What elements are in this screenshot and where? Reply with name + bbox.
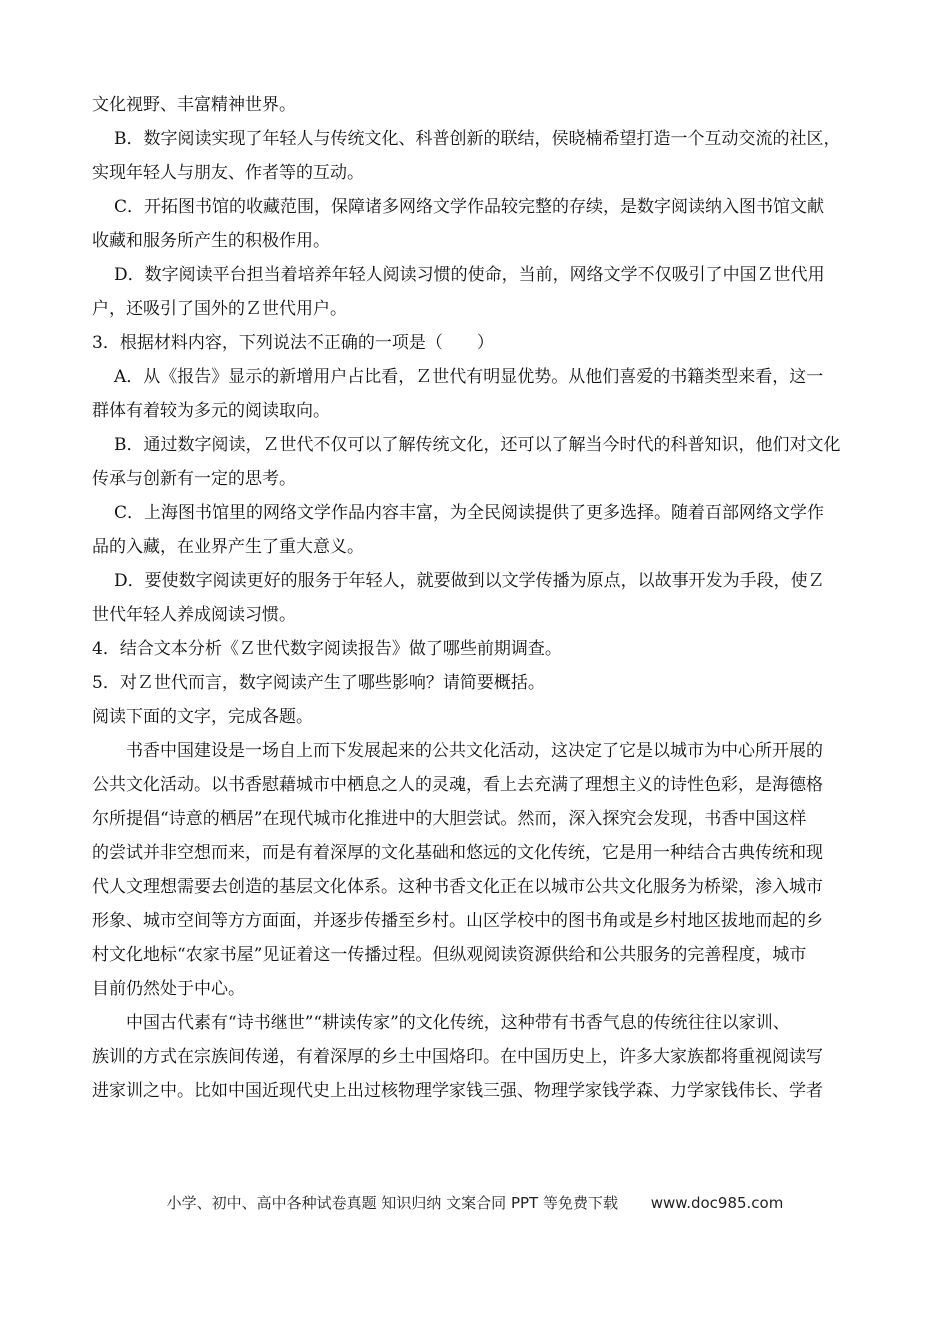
footer-site-link[interactable]: www.doc985.com xyxy=(650,1194,784,1212)
text-line: 的尝试并非空想而来，而是有着深厚的文化基础和悠远的文化传统，它是用一种结合古典传统和现 xyxy=(92,843,823,863)
reading-instruction: 阅读下面的文字，完成各题。 xyxy=(92,707,313,727)
option-b-line: B．通过数字阅读，Ｚ世代不仅可以了解传统文化，还可以了解当今时代的科普知识，他们对文化 xyxy=(114,435,841,455)
text-line: 实现年轻人与朋友、作者等的互动。 xyxy=(92,163,364,183)
text-line: 族训的方式在宗族间传递，有着深厚的乡土中国烙印。在中国历史上，许多大家族都将重视阅读写 xyxy=(92,1047,823,1067)
option-b-line: B．数字阅读实现了年轻人与传统文化、科普创新的联结，侯晓楠希望打造一个互动交流的社区， xyxy=(114,129,841,149)
text-line: 传承与创新有一定的思考。 xyxy=(92,469,296,489)
text-line: 形象、城市空间等方方面面，并逐步传播至乡村。山区学校中的图书角或是乡村地区拔地而起的乡 xyxy=(92,911,823,931)
page-footer xyxy=(0,1192,950,1213)
option-d-line: D．数字阅读平台担当着培养年轻人阅读习惯的使命，当前，网络文学不仅吸引了中国Ｚ世代用 xyxy=(114,265,825,285)
text-line: 世代年轻人养成阅读习惯。 xyxy=(92,605,296,625)
text-line: 公共文化活动。以书香慰藉城市中栖息之人的灵魂，看上去充满了理想主义的诗性色彩，是海德格 xyxy=(92,775,823,795)
text-line: 代人文理想需要去创造的基层文化体系。这种书香文化正在以城市公共文化服务为桥梁，渗入城市 xyxy=(92,877,823,897)
question-5: 5．对Ｚ世代而言，数字阅读产生了哪些影响？请简要概括。 xyxy=(92,673,545,693)
text-line: 进家训之中。比如中国近现代史上出过核物理学家钱三强、物理学家钱学森、力学家钱伟长、学者 xyxy=(92,1081,823,1101)
text-line: 群体有着较为多元的阅读取向。 xyxy=(92,401,330,421)
text-line: 尔所提倡“诗意的栖居”在现代城市化推进中的大胆尝试。然而，深入探究会发现，书香中国这样 xyxy=(92,809,807,829)
option-c-line: C．开拓图书馆的收藏范围，保障诸多网络文学作品较完整的存续，是数字阅读纳入图书馆文献 xyxy=(114,197,825,217)
text-line: 品的入藏，在业界产生了重大意义。 xyxy=(92,537,364,557)
question-4: 4．结合文本分析《Ｚ世代数字阅读报告》做了哪些前期调查。 xyxy=(92,639,562,659)
text-line: 文化视野、丰富精神世界。 xyxy=(92,95,296,115)
text-line: 收藏和服务所产生的积极作用。 xyxy=(92,231,330,251)
option-d-line: D．要使数字阅读更好的服务于年轻人，就要做到以文学传播为原点，以故事开发为手段，使Ｚ xyxy=(114,571,825,591)
text-line: 村文化地标“农家书屋”见证着这一传播过程。但纵观阅读资源供给和公共服务的完善程度，城市 xyxy=(92,945,807,965)
document-body xyxy=(92,88,862,1108)
text-line: 目前仍然处于中心。 xyxy=(92,979,245,999)
paragraph-2-start: 中国古代素有“诗书继世”“耕读传家”的文化传统，这种带有书香气息的传统往往以家训、 xyxy=(126,1013,790,1033)
text-line: 户，还吸引了国外的Ｚ世代用户。 xyxy=(92,299,347,319)
paragraph-1-start: 书香中国建设是一场自上而下发展起来的公共文化活动，这决定了它是以城市为中心所开展的 xyxy=(126,741,823,761)
footer-text: 小学、初中、高中各种试卷真题 知识归纳 文案合同 PPT 等免费下载 xyxy=(166,1194,618,1212)
question-3: 3．根据材料内容，下列说法不正确的一项是（ ） xyxy=(92,333,494,353)
option-a-line: A．从《报告》显示的新增用户占比看，Ｚ世代有明显优势。从他们喜爱的书籍类型来看，这一 xyxy=(114,367,824,387)
option-c-line: C．上海图书馆里的网络文学作品内容丰富，为全民阅读提供了更多选择。随着百部网络文学作 xyxy=(114,503,825,523)
